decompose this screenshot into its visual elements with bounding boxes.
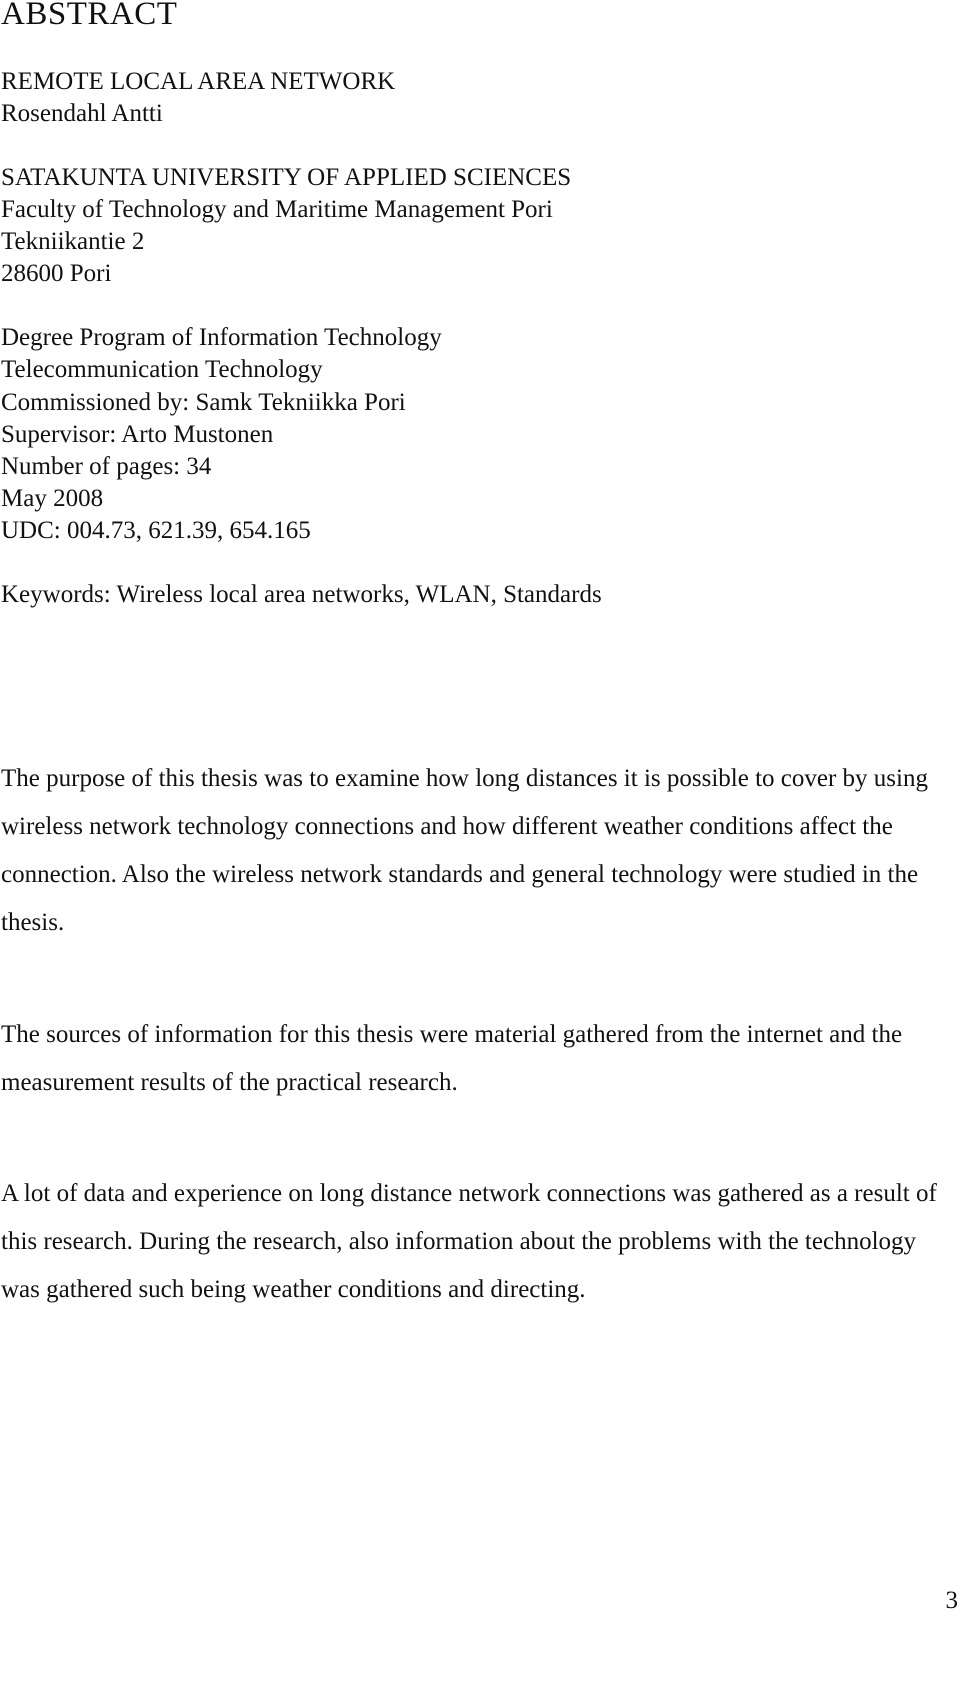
- publication-date: May 2008: [1, 485, 104, 512]
- number-of-pages: Number of pages: 34: [1, 453, 212, 480]
- abstract-paragraph-sources: The sources of information for this thesis were material gathered from the internet and the measurement results of the practical research.: [1, 1021, 903, 1096]
- page-number: 3: [945, 1587, 958, 1614]
- udc-codes: UDC: 004.73, 621.39, 654.165: [1, 517, 311, 544]
- institution-name: SATAKUNTA UNIVERSITY OF APPLIED SCIENCES: [1, 164, 572, 191]
- abstract-paragraph-results: A lot of data and experience on long distance network connections was gathered as a result of this research. During the research, also information about the problems with the technology was gathered such being weather conditions and directing.: [1, 1180, 937, 1303]
- street-address: Tekniikantie 2: [1, 228, 145, 255]
- specialization: Telecommunication Technology: [1, 356, 323, 383]
- abstract-heading: ABSTRACT: [1, 0, 178, 32]
- abstract-paragraph-purpose: The purpose of this thesis was to examine how long distances it is possible to cover by using wireless network technology connections and how different weather conditions affect the connection. Also the wireless network standards and general technology were studied in the thesis.: [1, 765, 928, 936]
- thesis-title: REMOTE LOCAL AREA NETWORK: [1, 68, 396, 95]
- keywords: Keywords: Wireless local area networks, WLAN, Standards: [1, 581, 602, 608]
- postal-address: 28600 Pori: [1, 260, 112, 287]
- supervisor: Supervisor: Arto Mustonen: [1, 421, 274, 448]
- commissioned-by: Commissioned by: Samk Tekniikka Pori: [1, 389, 406, 416]
- faculty-name: Faculty of Technology and Maritime Management Pori: [1, 196, 553, 223]
- degree-program: Degree Program of Information Technology: [1, 324, 442, 351]
- author-name: Rosendahl Antti: [1, 100, 163, 127]
